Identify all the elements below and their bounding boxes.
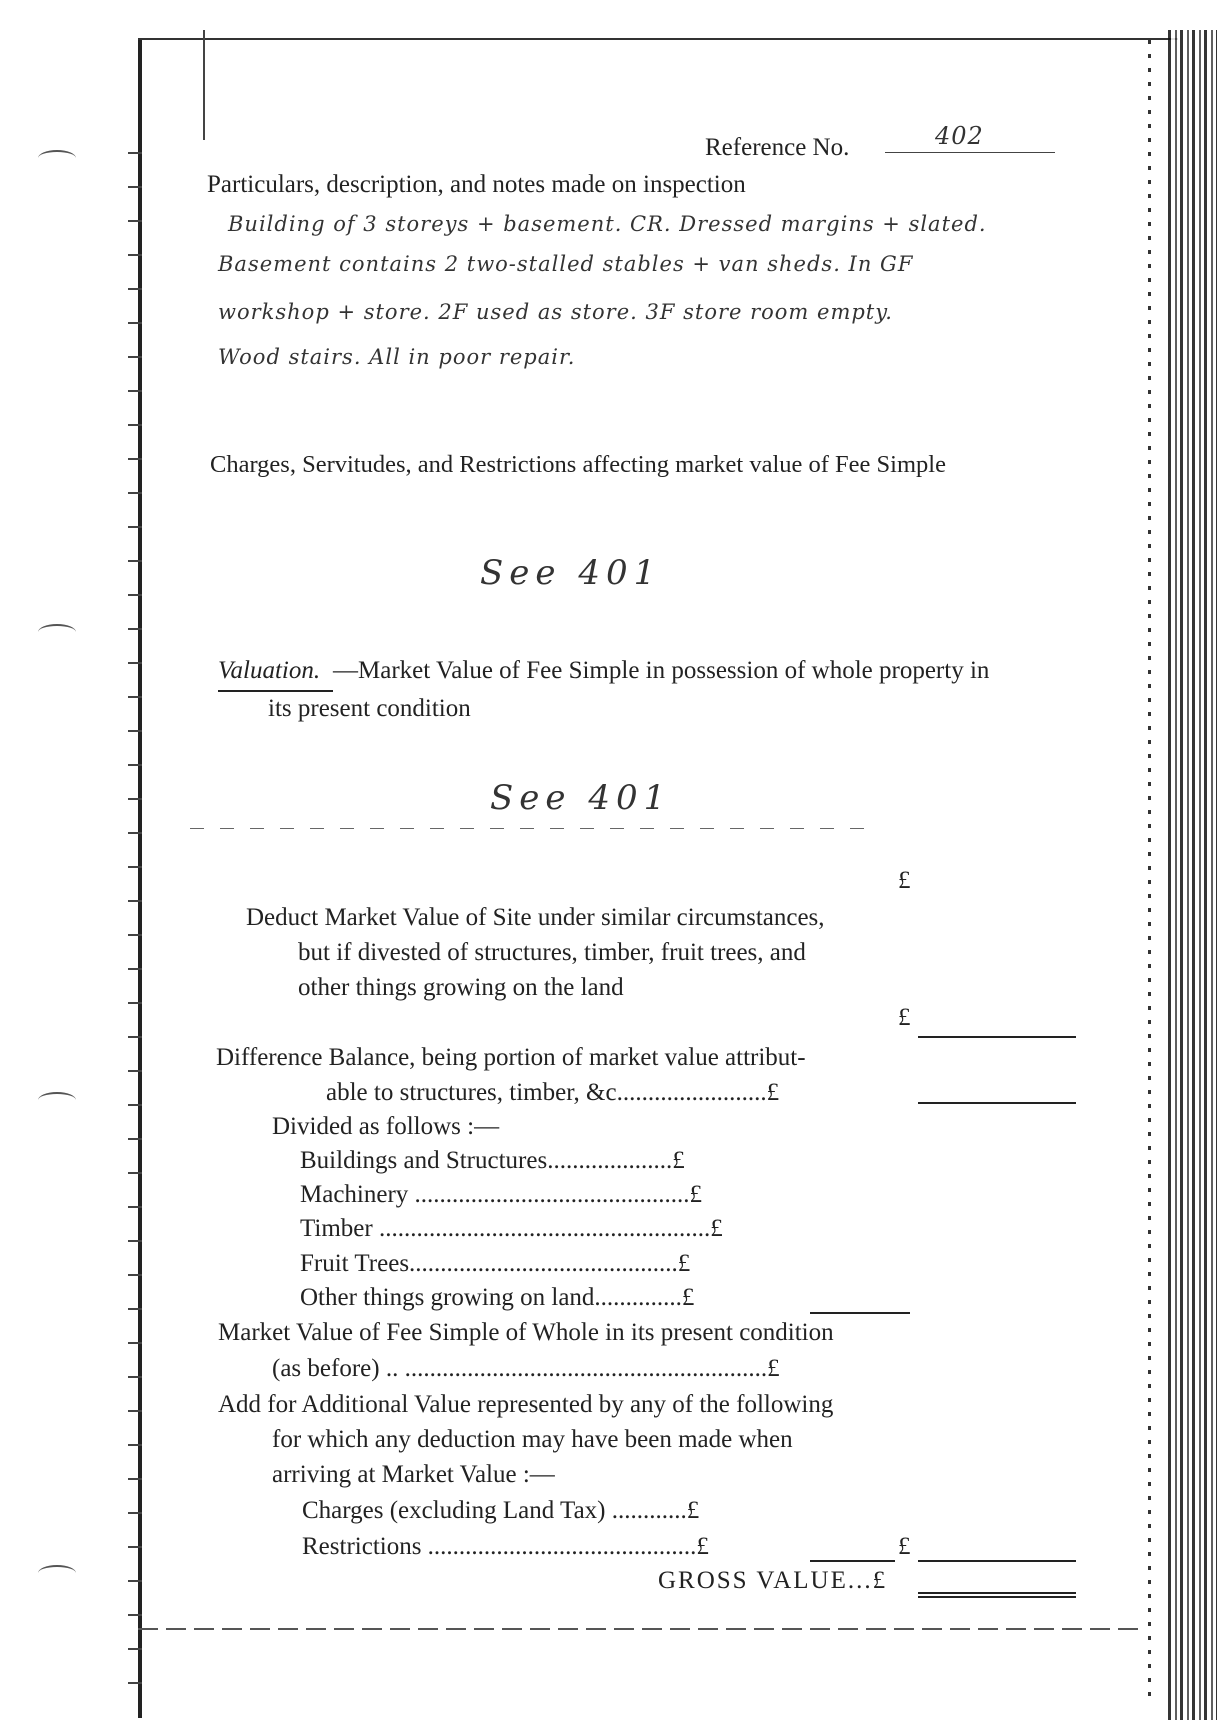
item-other-things: Other things growing on land..............£ [300,1284,695,1311]
deduct-value-line [918,1036,1076,1038]
punch-hole [38,1092,76,1108]
reference-value: 402 [935,122,984,150]
difference-value-line [918,1102,1076,1104]
particulars-heading: Particulars, description, and notes made on inspection [207,171,746,198]
inspection-note-line: Building of 3 storeys + basement. CR. Dressed margins + slated. [228,212,987,236]
deduct-line2: but if divested of structures, timber, fruit trees, and [298,939,806,966]
charges-note: See 401 [480,553,662,593]
item-restrictions: Restrictions ...........................................£ [302,1533,709,1560]
valuation-label: Valuation. [218,657,321,684]
reference-underline [885,152,1055,153]
valuation-label-underline [218,690,333,692]
pound-sign: £ [898,1004,911,1031]
reference-label: Reference No. [705,134,850,161]
market-whole-line1: Market Value of Fee Simple of Whole in its present condition [218,1319,834,1346]
gross-value-label: GROSS VALUE...£ [658,1567,888,1594]
page-bottom-rule [138,1628,1138,1630]
page-stack-edge [1168,30,1217,1720]
punch-hole [38,624,76,640]
perforation-line [1148,40,1151,1700]
item-buildings: Buildings and Structures....................£ [300,1147,685,1174]
inspection-note-line: workshop + store. 2F used as store. 3F store room empty. [218,300,893,324]
punch-hole [38,1565,76,1581]
market-whole-line2: (as before) .. ..........................................................£ [272,1355,780,1382]
difference-line1: Difference Balance, being portion of market value attribut- [216,1044,806,1071]
add-line3: arriving at Market Value :— [272,1461,555,1488]
margin-ticks [128,120,142,1710]
charges-heading: Charges, Servitudes, and Restrictions affecting market value of Fee Simple [210,451,946,478]
items-total-line [810,1312,910,1314]
gross-value-line-1 [918,1592,1076,1594]
valuation-text-line1: —Market Value of Fee Simple in possession of whole property in [333,657,990,684]
pound-sign: £ [898,1533,911,1560]
add-line2: for which any deduction may have been made when [272,1426,793,1453]
restrictions-value-line [810,1560,895,1562]
inspection-note-line: Wood stairs. All in poor repair. [218,345,576,369]
add-total-line [918,1560,1076,1562]
binding-line [203,30,205,140]
pound-sign: £ [898,867,911,894]
item-timber: Timber .....................................................£ [300,1215,723,1242]
divided-heading: Divided as follows :— [272,1113,500,1140]
valuation-text-line2: its present condition [268,695,471,722]
inspection-note-line: Basement contains 2 two-stalled stables + van sheds. In GF [218,252,914,276]
item-machinery: Machinery ............................................£ [300,1181,703,1208]
punch-hole [38,150,76,166]
deduct-line3: other things growing on the land [298,974,624,1001]
dashed-separator [190,828,880,829]
item-fruit-trees: Fruit Trees...........................................£ [300,1250,691,1277]
add-line1: Add for Additional Value represented by any of the following [218,1391,834,1418]
deduct-line1: Deduct Market Value of Site under similar circumstances, [246,904,825,931]
difference-line2: able to structures, timber, &c........................£ [326,1079,780,1106]
page-border-top [138,38,1178,40]
item-charges: Charges (excluding Land Tax) ............£ [302,1497,700,1524]
gross-value-line-2 [918,1596,1076,1598]
valuation-note: See 401 [490,778,672,818]
